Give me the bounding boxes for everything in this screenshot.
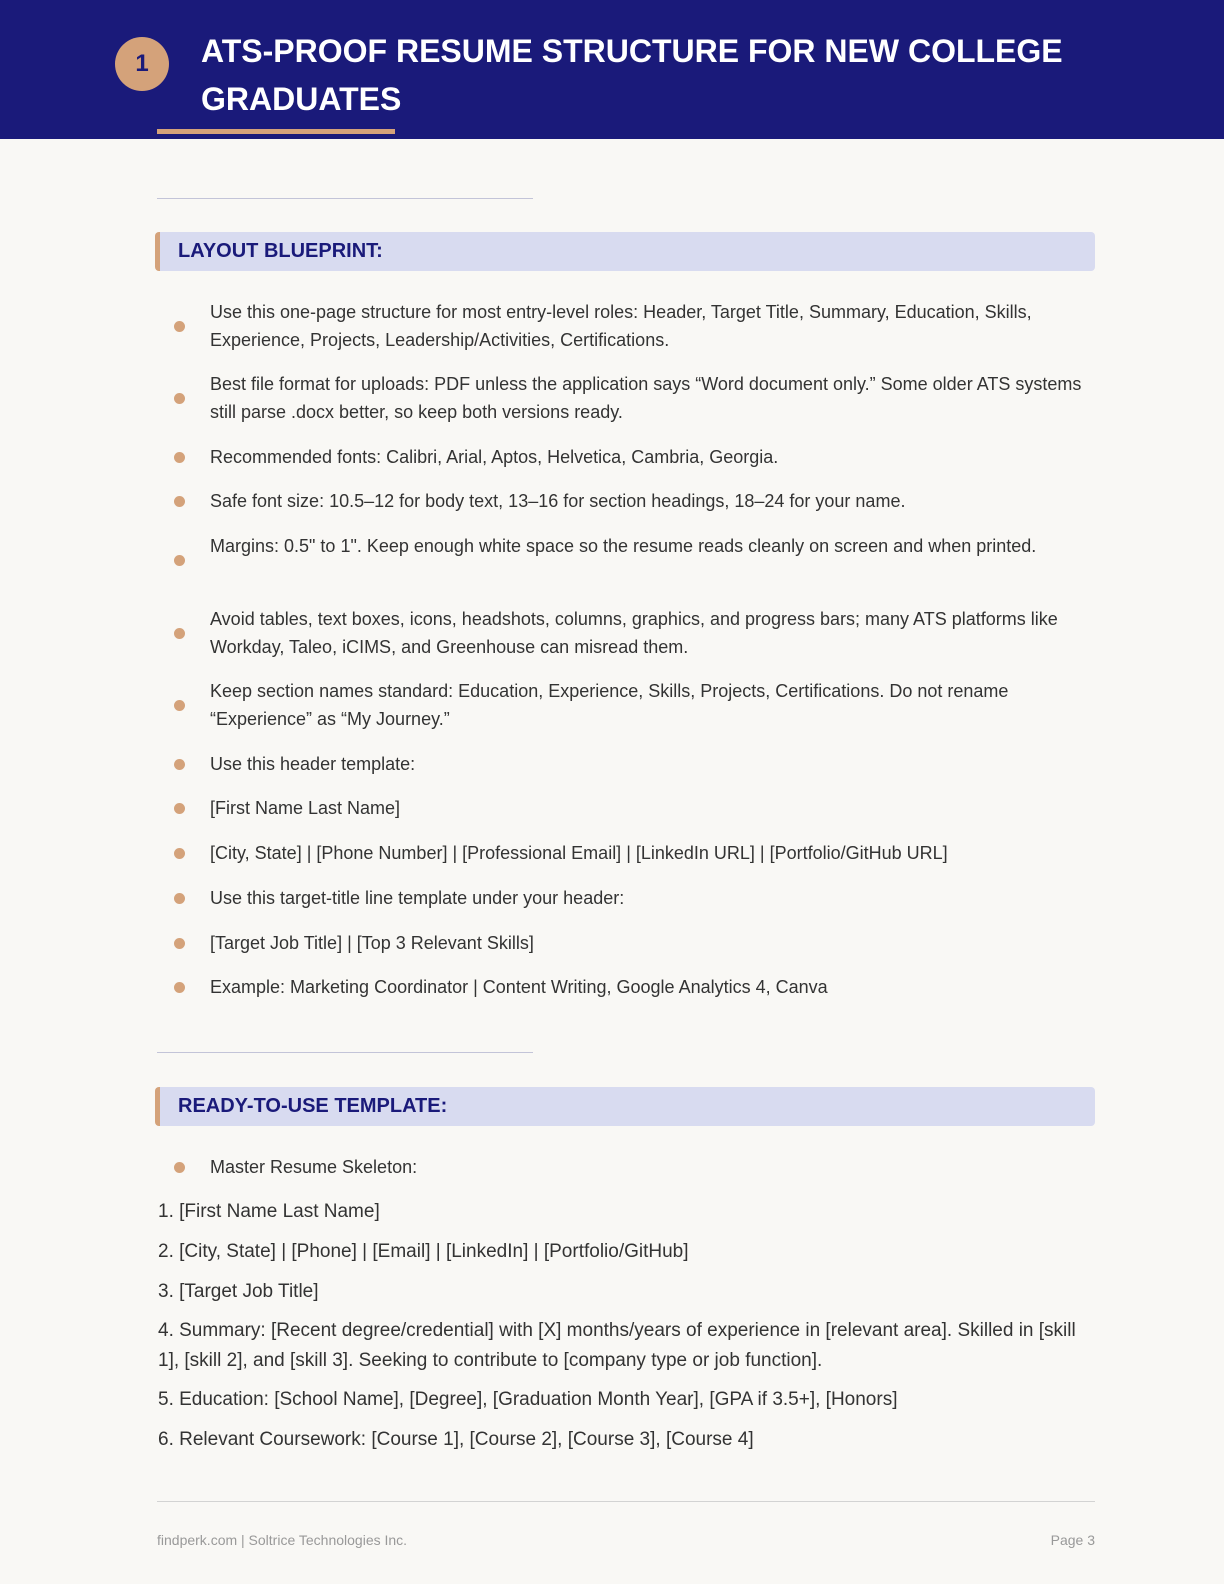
divider <box>157 1052 533 1053</box>
bullet-dot <box>174 628 185 639</box>
bullet-dot <box>174 893 185 904</box>
divider <box>157 198 533 199</box>
list-item-text: Margins: 0.5" to 1". Keep enough white space so the resume reads cleanly on screen and when printed. <box>210 536 1037 556</box>
list-item-text: Safe font size: 10.5–12 for body text, 13–16 for section headings, 18–24 for your name. <box>210 491 906 511</box>
bullet-dot <box>174 759 185 770</box>
list-item-text: Use this target-title line template under your header: <box>210 888 625 908</box>
bullet-dot <box>174 555 185 566</box>
bullet-dot <box>174 982 185 993</box>
bullet-dot <box>174 496 185 507</box>
section-heading-ready-to-use-template <box>155 1087 1095 1126</box>
title-underline <box>157 129 395 134</box>
page-title: ATS-PROOF RESUME STRUCTURE FOR NEW COLLEGE GRADUATES <box>201 33 1063 117</box>
bullet-dot <box>174 452 185 463</box>
section-heading-label: READY-TO-USE TEMPLATE: <box>178 1095 448 1117</box>
numbered-line: 1. [First Name Last Name] <box>158 1201 380 1222</box>
bullet-dot <box>174 393 185 404</box>
list-item-text: [First Name Last Name] <box>210 798 401 818</box>
list-item-text: Use this header template: <box>210 754 416 774</box>
footer-source: findperk.com | Soltrice Technologies Inc. <box>157 1532 408 1548</box>
bullet-dot <box>174 321 185 332</box>
bullet-dot <box>174 1162 185 1173</box>
numbered-line: 3. [Target Job Title] <box>158 1281 319 1302</box>
list-item-text: Recommended fonts: Calibri, Arial, Aptos, Helvetica, Cambria, Georgia. <box>210 447 779 467</box>
section-heading-label: LAYOUT BLUEPRINT: <box>178 240 383 262</box>
list-item-text: [Target Job Title] | [Top 3 Relevant Skills] <box>210 933 534 953</box>
numbered-line: 5. Education: [School Name], [Degree], [Graduation Month Year], [GPA if 3.5+], [Honors] <box>158 1389 898 1410</box>
list-item-text: Master Resume Skeleton: <box>210 1157 418 1177</box>
list-item-text: [City, State] | [Phone Number] | [Professional Email] | [LinkedIn URL] | [Portfolio/GitHub URL] <box>210 843 948 863</box>
list-item-text: Use this one-page structure for most entry-level roles: Header, Target Title, Summary, Education, Skills, Experience, Projects, Leadership/Activities, Certifications. <box>210 302 1032 350</box>
list-item-text: Example: Marketing Coordinator | Content Writing, Google Analytics 4, Canva <box>210 977 828 997</box>
section-heading-layout-blueprint <box>155 232 1095 271</box>
bullet-dot <box>174 848 185 859</box>
bullet-dot <box>174 938 185 949</box>
numbered-line: 2. [City, State] | [Phone] | [Email] | [LinkedIn] | [Portfolio/GitHub] <box>158 1241 689 1262</box>
list-item-text: Avoid tables, text boxes, icons, headshots, columns, graphics, and progress bars; many ATS platforms like Workday, Taleo, iCIMS, and Greenhouse can misread them. <box>210 609 1058 657</box>
page-number: Page 3 <box>1050 1532 1095 1548</box>
footer-divider <box>157 1501 1095 1502</box>
numbered-line: 4. Summary: [Recent degree/credential] with [X] months/years of experience in [relevant area]. Skilled in [skill 1], [skill 2], and [skill 3]. Seeking to contribute to [company type or job function]. <box>158 1320 1076 1371</box>
list-item-text: Best file format for uploads: PDF unless the application says “Word document only.” Some older ATS systems still parse .docx better, so keep both versions ready. <box>210 374 1082 422</box>
bullet-dot <box>174 700 185 711</box>
numbered-line: 6. Relevant Coursework: [Course 1], [Course 2], [Course 3], [Course 4] <box>158 1429 754 1450</box>
title-banner <box>0 0 1224 139</box>
list-item-text: Keep section names standard: Education, Experience, Skills, Projects, Certifications. Do not rename “Experience” as “My Journey.” <box>210 681 1009 729</box>
section-number-badge: 1 <box>115 37 169 91</box>
bullet-dot <box>174 803 185 814</box>
